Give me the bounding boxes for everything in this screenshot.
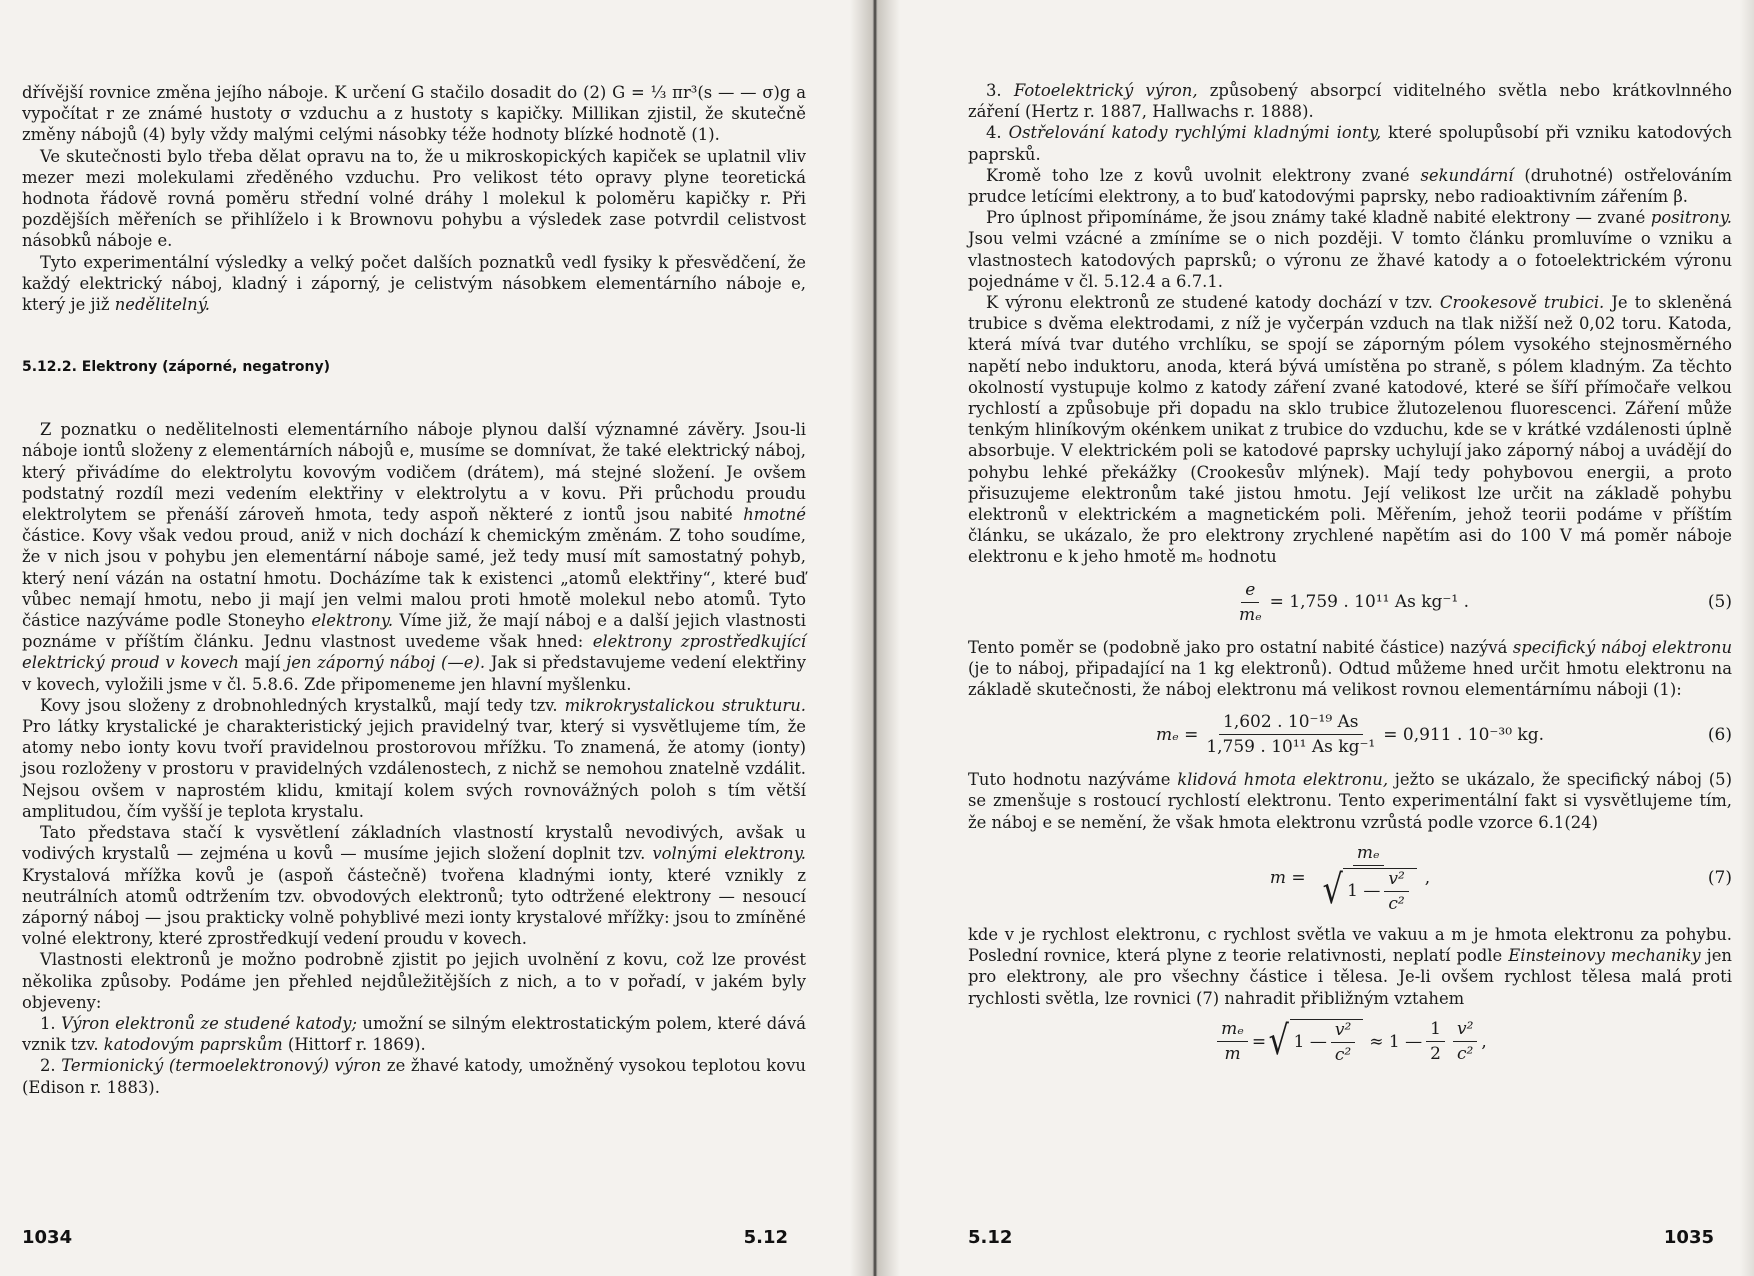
list-item: 2. Termionický (termoelektronový) výron ze žhavé katody, umožněný vysokou teplotou kovu (Edison r. 1883). [22,1056,806,1097]
paragraph: Kovy jsou složeny z drobnohledných krystalků, mají tedy tzv. mikrokrystalickou strukturu. Pro látky krystalické je charakteristický jejich pravidelný tvar, který si vysvětlujeme tím, že atomy nebo ionty kovu tvoří pravidelnou prostorovou mřížku. To znamená, že atomy (ionty) jsou rozloženy v prostoru v pravidelných vzdálenostech, z nichž se nemohou znatelně vzdálit. Nejsou ovšem v naprostém klidu, kmitají kolem svých rovnovážných poloh s tím větší amplitudou, čím vyšší je teplota krystalu. [22,695,807,821]
equation-rhs: = 1,759 . 10¹¹ As kg⁻¹ . [1269,592,1470,613]
equation-lhs: mₑ = [1155,724,1199,745]
paragraph: Kromě toho lze z kovů uvolnit elektrony zvané sekundární (druhotné) ostřelováním prudce letícími elektrony, a to buď katodovými paprsky, nebo radioaktivním zářením β. [968,165,1732,207]
list-item: 4. Ostřelování katody rychlými kladnými ionty, které spolupůsobí při vzniku katodových paprsků. [968,123,1732,164]
equation-5 [968,580,1732,625]
denominator: c² [1457,1044,1474,1065]
equation-8 [968,1019,1732,1065]
paragraph: kde v je rychlost elektronu, c rychlost světla ve vakuu a m je hmota elektronu za pohybu. Poslední rovnice, která plyne z teorie relativnosti, neplatí podle Einsteinovy mechaniky jen pro elektrony, ale pro všechny částice i tělesa. Je-li ovšem rychlost tělesa malá proti rychlosti světla, lze rovnici (7) nahradit přibližným vztahem [968,924,1732,1008]
numerator: v² [1331,1020,1355,1043]
numerator: v² [1384,869,1408,892]
equation-lhs: m = [1269,868,1306,889]
term: 1 — [1293,1032,1327,1053]
paragraph: Pro úplnost připomínáme, že jsou známy také kladně nabité elektrony — zvané positrony. Jsou velmi vzácné a zmíníme se o nich později. V tomto článku promluvíme o vzniku a vlastnostech katodových paprsků; o výronu ze žhavé katody a o fotoelektrickém výronu pojednáme v čl. 5.12.4 a 6.7.1. [968,208,1732,291]
numerator: v² [1453,1019,1477,1042]
fraction [1331,1020,1355,1065]
equation-7 [968,843,1732,914]
numerator: 1,602 . 10⁻¹⁹ As [1219,712,1363,735]
denominator [1316,866,1421,914]
section-heading: 5.12.2. Elektrony (záporné, negatrony) [22,359,330,376]
denominator: 1,759 . 10¹¹ As kg⁻¹ [1206,737,1376,758]
paragraph: Z poznatku o nedělitelnosti elementárního náboje plynou další významné závěry. Jsou-li náboje iontů složeny z elementárních nábojů e, musíme se domnívat, že také elektrický náboj, který přivádíme do elektrolytu kovovým vodičem (drátem), má stejné složení. Je ovšem podstatný rozdíl mezi vedením elektřiny v elektrolytu a v kovu. Při průchodu proudu elektrolytem se přenáší zároveň hmota, tedy aspoň některé z iontů jsou nabité hmotné částice. Kovy však vedou proud, aniž v nich dochází k chemickým změnám. Z toho soudíme, že v nich jsou v pohybu jen elementární náboje samé, jež tedy musí mít samostatný pohyb, který není vázán na ostatní hmotu. Docházíme tak k existenci „atomů elektřiny“, které buď vůbec nemají hmotu, nebo ji mají jen velmi malou proti hmotě molekul nebo atomů. Tyto částice nazýváme podle Stoneyho elektrony. Víme již, že mají náboj e a další jejich vlastnosti poznáme v příštím článku. Jednu vlastnost uvedeme však hned: elektrony zprostředkující elektrický proud v kovech mají jen záporný náboj (—e). Jak si představujeme vedení elektřiny v kovech, vyložili jsme v čl. 5.8.6. Zde připomeneme jen hlavní myšlenku. [22,420,807,694]
fraction [1426,1019,1445,1064]
paragraph: Tuto hodnotu nazýváme klidová hmota elektronu, ježto se ukázalo, že specifický náboj (5) se zmenšuje s rostoucí rychlostí elektronu. Tento experimentální fakt si vysvětlujeme tím, že náboj e se nemění, že však hmota elektronu vzrůstá podle vzorce 6.1(24) [968,770,1732,832]
denominator: m [1224,1044,1241,1065]
fraction [1202,712,1379,757]
fraction [1453,1019,1477,1064]
numerator: mₑ [1217,1019,1248,1042]
paragraph: Ve skutečnosti bylo třeba dělat opravu na to, že u mikroskopických kapiček se uplatnil vliv mezer mezi molekulami zředěného vzduchu. Pro velikost této opravy plyne teoretická hodnota řádově rovná poměru střední volné dráhy l molekul k poloměru kapičky r. Při pozdějších měřeních se přihlíželo i k Brownovu pohybu a výsledek zase potvrdil celistvost násobků náboje e. [22,146,806,251]
numerator: mₑ [1353,843,1384,866]
equation-label: (5) [1707,592,1732,613]
equation-rhs: = 0,911 . 10⁻³⁰ kg. [1383,724,1545,745]
radical-sign-icon: √ [1322,866,1343,913]
fraction [1217,1019,1248,1064]
denominator: c² [1388,893,1405,914]
denominator: 2 [1430,1044,1441,1065]
punctuation: , [1481,1031,1487,1052]
paragraph: Vlastnosti elektronů je možno podrobně zjistit po jejich uvolnění z kovu, což lze provést několika způsoby. Podáme jen přehled nejdůležitějších z nich, a to v pořadí, v jakém byly objeveny: [22,950,806,1012]
denominator: mₑ [1238,604,1262,625]
denominator: c² [1334,1044,1352,1065]
paragraph: dřívější rovnice změna jejího náboje. K určení G stačilo dosadit do (2) G = ⅓ πr³(s — — σ)g a vypočítat r ze známé hustoty σ vzduchu a z hustoty s kapičky. Millikan zjistil, že skutečně změny nábojů (4) byly vždy malými celými násobky téže hodnoty blízké hodnotě (1). [22,83,806,145]
paragraph: Tato představa stačí k vysvětlení základních vlastností krystalů nevodivých, avšak u vodivých krystalů — zejména u kovů — musíme jejich složení doplnit tzv. volnými elektrony. Krystalová mřížka kovů je (aspoň částečně) tvořena kladnými ionty, které vznikly z neutrálních atomů odtržením tzv. obvodových elektronů; tyto odtržené elektrony — nesoucí záporný náboj — jsou prakticky volně pohyblivé mezi ionty krystalové mřížky: jsou to zmíněné volné elektrony, které zprostředkují vedení proudu v kovech. [22,823,806,949]
numerator: e [1241,580,1259,603]
radical-sign-icon: √ [1268,1017,1290,1064]
approx-term: ≈ 1 — [1369,1031,1423,1052]
equation-6 [968,712,1732,757]
section-marker: 5.12 [743,1227,788,1248]
page-number: 1035 [1663,1227,1714,1248]
list-item: 1. Výron elektronů ze studené katody; umožní se silným elektrostatickým polem, které dává vznik tzv. katodovým paprskům (Hittorf r. 1869). [22,1013,806,1055]
paragraph: K výronu elektronů ze studené katody dochází v tzv. Crookesově trubici. Je to skleněná trubice s dvěma elektrodami, z níž je vyčerpán vzduch na tlak nižší než 0,02 toru. Katoda, která mívá tvar dutého vrchlíku, se spojí se záporným pólem vysokého stejnosměrného napětí nebo induktoru, anoda, která bývá umístěna po straně, s pólem kladným. Za těchto okolností vystupuje kolmo z katody záření zvané katodové, které se šíří přímočaře velkou rychlostí a způsobuje při dopadu na sklo trubice žlutozelenou fluorescenci. Záření může tenkým hliníkovým okénkem unikat z trubice do vzduchu, kde se v krátké vzdálenosti úplně absorbuje. V elektrickém poli se katodové paprsky uchylují jako záporný náboj a uvádějí do pohybu lehké překážky (Crookesův mlýnek). Mají tedy pohybovou energii, a proto přisuzujeme elektronům také jistou hmotu. Její velikost lze určit na základě pohybu elektronů v elektrickém a magnetickém poli. Měřením, jehož teorii podáme v příštím článku, se ukázalo, že pro elektrony zrychlené napětím asi do 100 V má poměr náboje elektronu e k jeho hmotě mₑ hodnotu [968,293,1732,567]
fraction [1235,580,1266,625]
left-page [0,0,866,1276]
list-item: 3. Fotoelektrický výron, způsobený absorpcí viditelného světla nebo krátkovlnného záření (Hertz r. 1887, Hallwachs r. 1888). [968,81,1732,122]
fraction [1384,869,1408,914]
paragraph: Tyto experimentální výsledky a velký počet dalších poznatků vedl fysiky k přesvědčení, že každý elektrický náboj, kladný i záporný, je celistvým násobkem elementárního náboje e, který je již nedělitelný. [22,252,806,315]
equation-label: (6) [1707,724,1732,745]
equals: = [1251,1031,1267,1052]
right-page [866,0,1754,1276]
book-gutter [850,0,900,1276]
equation-label: (7) [1707,868,1732,889]
section-marker: 5.12 [968,1227,1013,1248]
fraction [1316,843,1421,914]
square-root [1266,1019,1363,1065]
punctuation: , [1424,868,1431,889]
page-edge [1740,0,1754,1276]
square-root [1320,868,1417,914]
numerator: 1 [1426,1019,1445,1042]
paragraph: Tento poměr se (podobně jako pro ostatní nabité částice) nazývá specifický náboj elektronu (je to náboj, připadající na 1 kg elektronů). Odtud můžeme hned určit hmotu elektronu na základě skutečnosti, že náboj elektronu má velikost rovnou elementárnímu náboji (1): [968,637,1732,700]
term: 1 — [1347,881,1381,902]
page-number: 1034 [22,1227,73,1248]
